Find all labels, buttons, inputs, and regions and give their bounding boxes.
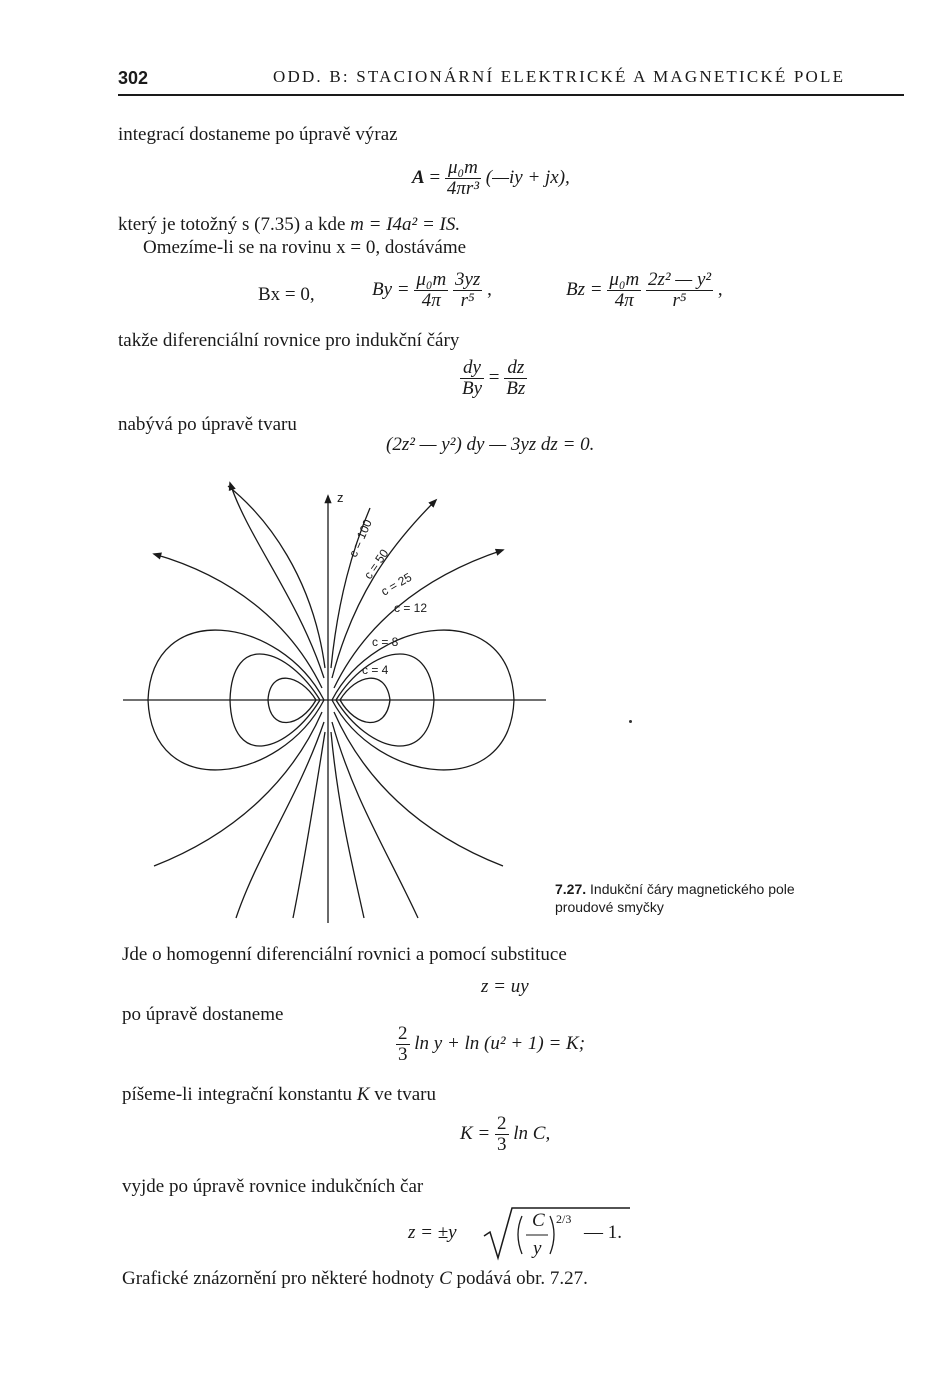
eq-a-den: 4πr³: [446, 177, 480, 199]
curve-label-c100: c = 100: [345, 517, 375, 560]
k-den: 3: [497, 1133, 507, 1155]
eq-a-lhs: A: [412, 166, 425, 188]
paragraph-diff-eq: takže diferenciální rovnice pro indukční čáry: [118, 330, 460, 351]
p10-start: Grafické znázornění pro některé hodnoty: [122, 1268, 435, 1289]
p8-text: píšeme-li integrační konstantu: [122, 1084, 353, 1105]
caption-number: 7.27.: [555, 881, 587, 897]
diff-den1: By: [462, 377, 483, 399]
curve-label-c25: c = 25: [378, 569, 415, 599]
eq-a-fraction: [445, 158, 481, 199]
bz-num2: 2z² — y²: [647, 269, 712, 290]
z-lhs: z = ±y: [408, 1222, 457, 1243]
equation-k: [460, 1114, 550, 1155]
z-y: y: [533, 1238, 542, 1259]
diff-num2: dz: [504, 358, 527, 379]
caption-line1: Indukční čáry magnetického pole: [590, 881, 795, 897]
field-line-lower-right-3: [331, 732, 364, 918]
paragraph-result: vyjde po úpravě rovnice indukčních čar: [122, 1176, 424, 1197]
figure-caption: [555, 880, 795, 916]
bz-den2: r⁵: [672, 289, 687, 311]
paragraph-identity: [118, 214, 460, 236]
by-lhs: By =: [372, 278, 410, 300]
by-num1: μ₀m: [416, 269, 447, 290]
paragraph-form: nabývá po úpravě tvaru: [118, 414, 297, 435]
field-line-lower-right-2: [332, 722, 418, 918]
paragraph-homogeneous: Jde o homogenní diferenciální rovnici a pomocí substituce: [122, 944, 567, 965]
paragraph-intro: integrací dostaneme po úpravě výraz: [118, 124, 398, 145]
ln-den: 3: [398, 1043, 408, 1065]
equation-substitution: z = uy: [481, 976, 529, 997]
z-c: C: [532, 1210, 545, 1231]
equation-bz: Bz = $\frac{\text{μ₀m}}{4\pi}$ $\frac{\text{2z² — y²}}{\text{r⁵}}$ ,: [566, 269, 723, 311]
equation-field-lines: $\frac{dy}{By}$ = $\frac{dz}{Bz}$: [462, 357, 526, 399]
eq-a-rest: (—iy + jx),: [485, 166, 570, 188]
page-number: 302: [118, 68, 149, 88]
equation-bx: Bx = 0,: [258, 284, 315, 305]
ln-rest: ln y + ln (u² + 1) = K;: [414, 1032, 586, 1054]
field-line-c25-upper-right: [334, 550, 503, 688]
paragraph-graphic: [122, 1268, 588, 1290]
diff-den2: Bz: [506, 377, 526, 399]
p10-end: podává obr. 7.27.: [456, 1268, 588, 1289]
z-tail: — 1.: [584, 1222, 622, 1243]
by-den1: 4π: [421, 289, 441, 311]
eq-a-num: μ₀m: [445, 158, 481, 179]
z-axis-label: z: [337, 490, 344, 505]
p10-var: C: [439, 1268, 452, 1289]
paragraph-plane: Omezíme-li se na rovinu x = 0, dostáváme: [143, 237, 467, 258]
equation-by: By = $\frac{\text{μ₀m}}{4\pi}$ $\frac{3yz}{\text{r⁵}}$ ,: [372, 269, 492, 311]
by-num2: 3yz: [455, 269, 481, 290]
p8-end: ve tvaru: [374, 1084, 436, 1105]
p8-var: K: [356, 1084, 370, 1105]
equation-vector-potential: A = $\frac{\text{μ₀m}}{\text{4πr³}}$ (—iy + jx),: [412, 157, 570, 199]
bz-den1: 4π: [614, 289, 634, 311]
z-exp: 2/3: [556, 1212, 572, 1226]
curve-label-c50: c = 50: [360, 546, 392, 582]
bz-lhs: Bz =: [566, 278, 603, 300]
p2-text: který je totožný s (7.35) a kde: [118, 214, 346, 235]
paragraph-after: po úpravě dostaneme: [122, 1004, 284, 1025]
field-lines-figure: [118, 478, 558, 928]
bz-num1: μ₀m: [609, 269, 640, 290]
caption-line2: proudové smyčky: [555, 899, 664, 915]
curve-label-c4: c = 4: [362, 663, 389, 677]
stray-dot: [629, 720, 632, 723]
paragraph-constant: [122, 1084, 436, 1106]
k-lhs: K =: [460, 1122, 491, 1144]
running-title: ODD. B: STACIONÁRNÍ ELEKTRICKÉ A MAGNETICKÉ POLE: [273, 67, 846, 86]
equation-ln: [396, 1024, 585, 1065]
equation-differential: (2z² — y²) dy — 3yz dz = 0.: [386, 434, 595, 455]
curve-label-c8: c = 8: [372, 635, 399, 649]
diff-num1: dy: [460, 358, 484, 379]
ln-num: 2: [398, 1023, 408, 1044]
by-den2: r⁵: [460, 289, 475, 311]
header-rule: [118, 94, 904, 96]
k-num: 2: [497, 1113, 507, 1134]
k-rest: ln C,: [513, 1122, 551, 1144]
p2-math: m = I4a² = IS.: [350, 214, 461, 235]
curve-label-c12: c = 12: [394, 601, 428, 615]
